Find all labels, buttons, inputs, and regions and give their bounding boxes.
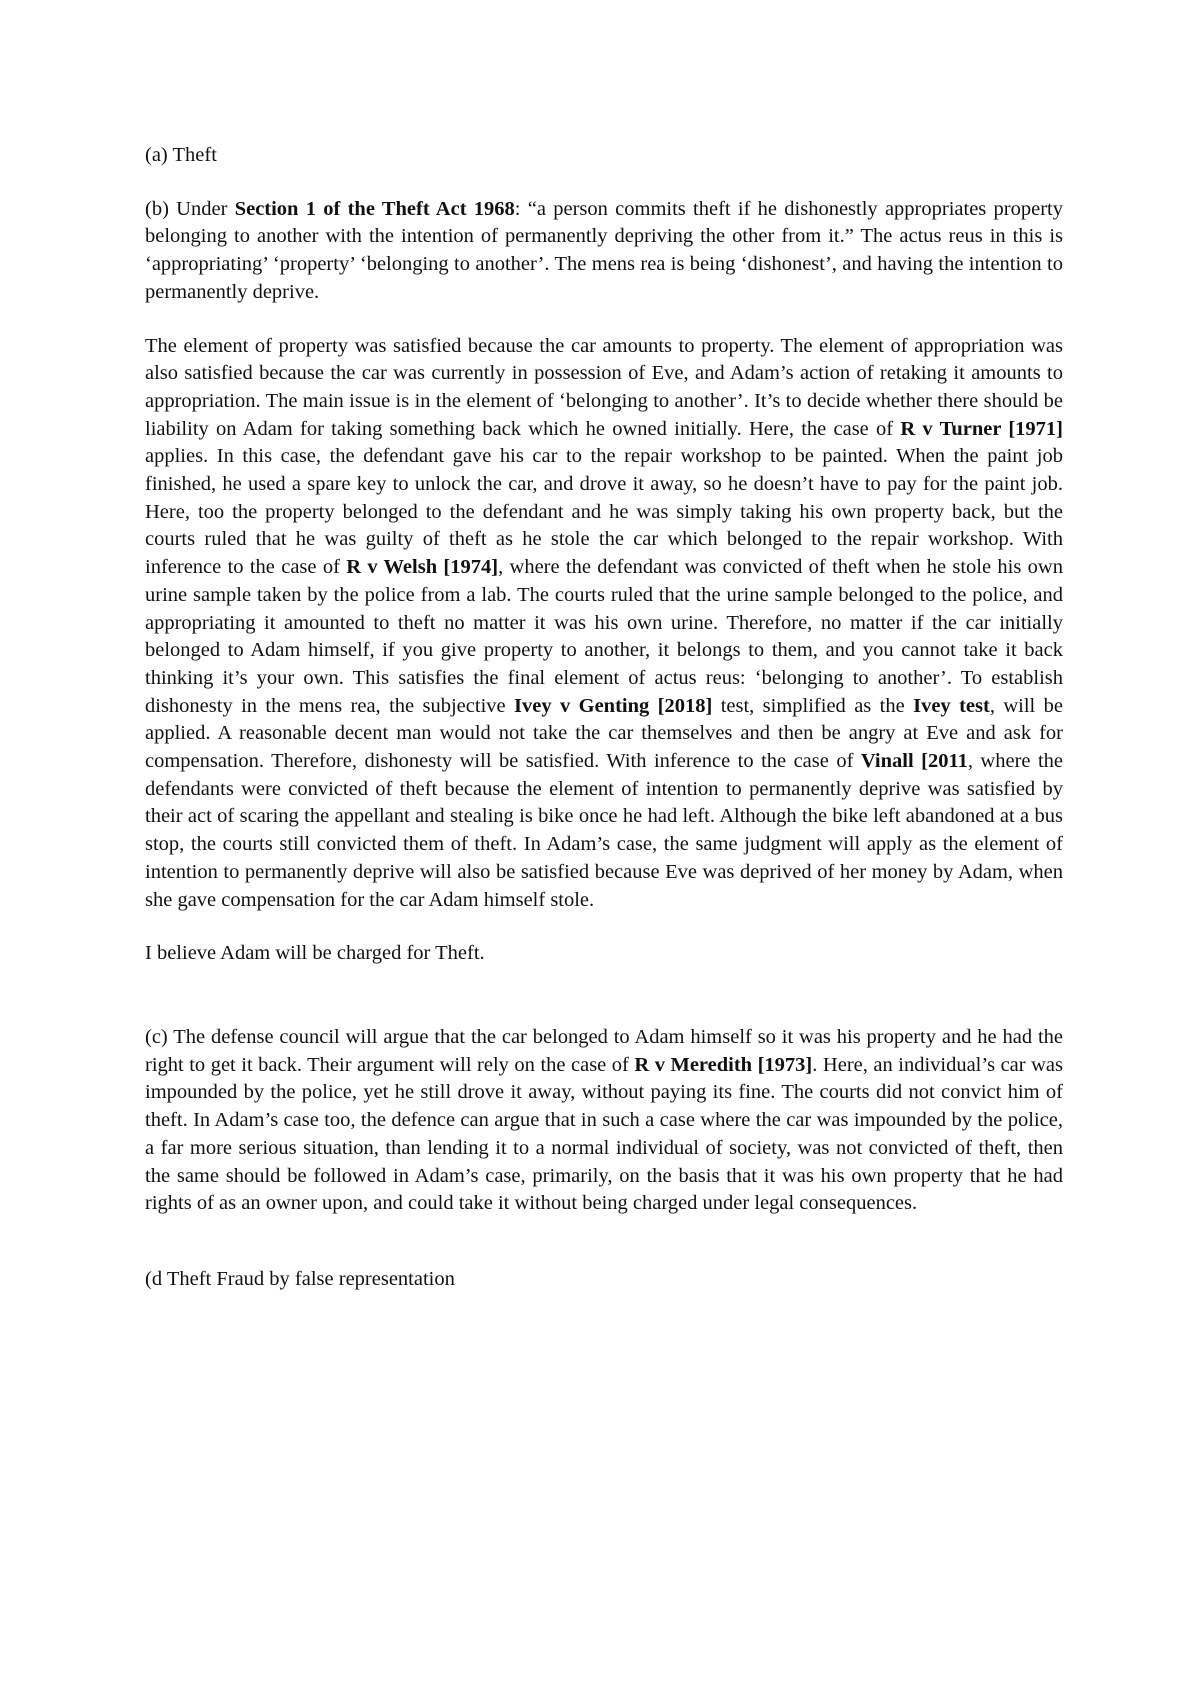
paragraph-text: (c) The defense council will argue that the car belonged to Adam himself so it was his property and he had the right to get it back. Their argument will rely on the case of <box>145 1025 1063 1076</box>
case-reference-ivey-genting: Ivey v Genting [2018] <box>514 694 713 717</box>
section-b-conclusion: I believe Adam will be charged for Theft. <box>145 942 485 965</box>
paragraph-text: , where the defendants were convicted of theft because the element of intention to permanently deprive was satisfied by their act of scaring the appellant and stealing is bike once he had left. Although the bike left abandoned at a bus stop, the courts still convicted them of theft. In Adam’s case, the same judgment will apply as the element of intention to permanently deprive will also be satisfied because Eve was deprived of her money by Adam, when she gave compensation for the car Adam himself stole. <box>145 750 1064 911</box>
section-d-heading: (d Theft Fraud by false representation <box>145 1267 455 1290</box>
section-b-paragraph-analysis <box>145 333 1063 915</box>
section-c-paragraph <box>145 1024 1063 1218</box>
section-b-paragraph-definition <box>145 196 1063 307</box>
case-reference-welsh: R v Welsh [1974] <box>346 556 499 579</box>
paragraph-text: , where the defendant was convicted of theft when he stole his own urine sample taken by the police from a lab. The courts ruled that the urine sample belonged to the police, and appropriating it amounted to theft no matter it was his own urine. Therefore, no matter if the car initially belonged to Adam himself, if you give property to another, it belongs to them, and you cannot take it back thinking it’s your own. This satisfies the final element of actus reus: ‘belonging to another’. To establish dishonesty in the mens rea, the subjective <box>145 556 1063 717</box>
paragraph-text: The element of property was satisfied because the car amounts to property. The element of appropriation was also satisfied because the car was currently in possession of Eve, and Adam’s action of retaking it amounts to appropriation. The main issue is in the element of ‘belonging to another’. It’s to decide whether there should be liability on Adam for taking something back which he owned initially. Here, the case of <box>145 334 1063 440</box>
paragraph-text: . Here, an individual’s car was impounded by the police, yet he still drove it away, without paying its fine. The courts did not convict him of theft. In Adam’s case too, the defence can argue that in such a case where the car was impounded by the police, a far more serious situation, than lending it to a normal individual of society, was not convicted of theft, then the same should be followed in Adam’s case, primarily, on the basis that it was his own property that he had rights of as an owner upon, and could take it without being charged under legal consequences. <box>145 1053 1063 1215</box>
statute-reference: Section 1 of the Theft Act 1968 <box>234 197 515 220</box>
document-page <box>145 142 1063 1294</box>
paragraph-text: test, simplified as the <box>712 694 914 717</box>
section-a-heading: (a) Theft <box>145 144 217 166</box>
paragraph-text: , will be applied. A reasonable decent man would not take the car themselves and then be angry at Eve and ask for compensation. Therefore, dishonesty will be satisfied. With inference to the case of <box>145 694 1063 773</box>
paragraph-text: (b) Under <box>145 197 235 220</box>
case-reference-ivey-test: Ivey test <box>913 694 990 717</box>
case-reference-meredith: R v Meredith [1973] <box>634 1053 813 1076</box>
paragraph-text: : “a person commits theft if he dishonestly appropriates property belonging to another with the intention of permanently depriving the other from it.” The actus reus in this is ‘appropriating’ ‘property’ ‘belonging to another’. The mens rea is being ‘dishonest’, and having the intention to permanently deprive. <box>145 197 1063 303</box>
case-reference-turner: R v Turner [1971] <box>900 417 1064 440</box>
case-reference-vinall: Vinall [2011 <box>860 750 968 773</box>
paragraph-text: applies. In this case, the defendant gave his car to the repair workshop to be painted. When the paint job finished, he used a spare key to unlock the car, and drove it away, so he doesn’t have to pay for the paint job. Here, too the property belonged to the defendant and he was simply taking his own property back, but the courts ruled that he was guilty of theft as he stole the car which belonged to the repair workshop. With inference to the case of <box>145 445 1063 579</box>
